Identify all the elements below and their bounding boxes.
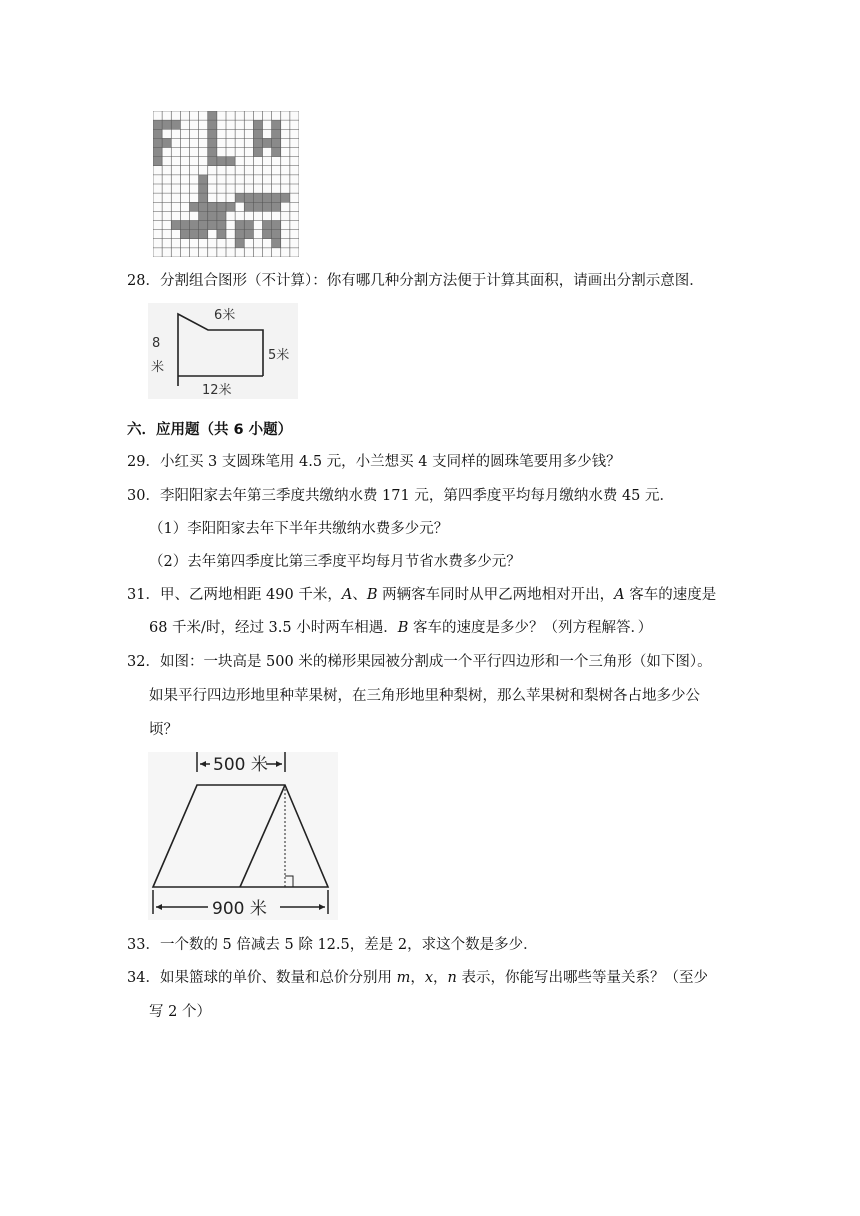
question-30-sub2: （2）去年第四季度比第三季度平均每月节省水费多少元？ [149,554,521,570]
question-number: 28． [127,273,160,289]
question-number: 30． [127,488,160,504]
question-33 [127,935,538,955]
composite-shape-figure [148,303,298,399]
variable-B: B [366,587,378,603]
text-segment: 甲、乙两地相距 490 千米， [159,587,342,603]
label-top-6: 6米 [214,308,236,323]
question-text: 分割组合图形（不计算）：你有哪几种分割方法便于计算其面积，请画出分割示意图． [159,273,704,289]
question-number: 34． [127,970,160,986]
label-top-500: 500 米 [213,755,268,775]
label-bottom-900: 900 米 [212,899,267,919]
question-32 [127,652,712,672]
question-29 [127,452,621,472]
text-segment: ， [410,970,425,986]
question-34-line2: 写 2 个） [149,1004,211,1020]
label-bottom-12: 12米 [202,383,232,398]
question-text: 一个数的 5 倍减去 5 除 12.5，差是 2，求这个数是多少． [159,937,538,953]
question-number: 29． [127,454,160,470]
variable-B: B [397,620,409,636]
section-title: 六．应用题（共 6 小题） [127,422,293,438]
variable-x: x [424,970,433,986]
question-text: 小红买 3 支圆珠笔用 4.5 元，小兰想买 4 支同样的圆珠笔要用多少钱？ [159,454,621,470]
question-31 [127,585,716,605]
text-segment: 68 千米/时，经过 3.5 小时两车相遇． [149,620,398,636]
variable-n: n [447,970,457,986]
text-segment: 如果篮球的单价、数量和总价分别用 [159,970,397,986]
question-number: 32． [127,654,160,670]
label-right-5: 5米 [268,348,290,363]
label-left-8: 8 [152,336,161,351]
question-30-sub1: （1）李阳阳家去年下半年共缴纳水费多少元？ [149,521,449,537]
question-number: 33． [127,937,160,953]
question-text: 如图：一块高是 500 米的梯形果园被分割成一个平行四边形和一个三角形（如下图）。 [159,654,712,670]
question-text: 李阳阳家去年第三季度共缴纳水费 171 元，第四季度平均每月缴纳水费 45 元． [159,488,675,504]
text-segment: 两辆客车同时从甲乙两地相对开出， [377,587,615,603]
question-34 [127,968,708,988]
question-32-line2: 如果平行四边形地里种苹果树，在三角形地里种梨树，那么苹果树和梨树各占地多少公 [149,688,700,704]
text-segment: ， [433,970,448,986]
grid-figure [153,111,299,257]
trapezoid-figure [148,752,338,920]
text-segment: 客车的速度是多少？（列方程解答．） [408,620,653,636]
question-32-line3: 顷？ [149,722,178,738]
text-segment: 、 [352,587,367,603]
label-left-mi: 米 [151,360,165,375]
text-segment: 表示，你能写出哪些等量关系？（至少 [456,970,708,986]
text-segment: 客车的速度是 [624,587,717,603]
question-28 [127,271,704,291]
variable-A: A [614,587,625,603]
variable-A: A [341,587,353,603]
question-31-line2 [149,618,652,638]
question-30 [127,486,674,506]
question-number: 31． [127,587,160,603]
variable-m: m [396,970,411,986]
